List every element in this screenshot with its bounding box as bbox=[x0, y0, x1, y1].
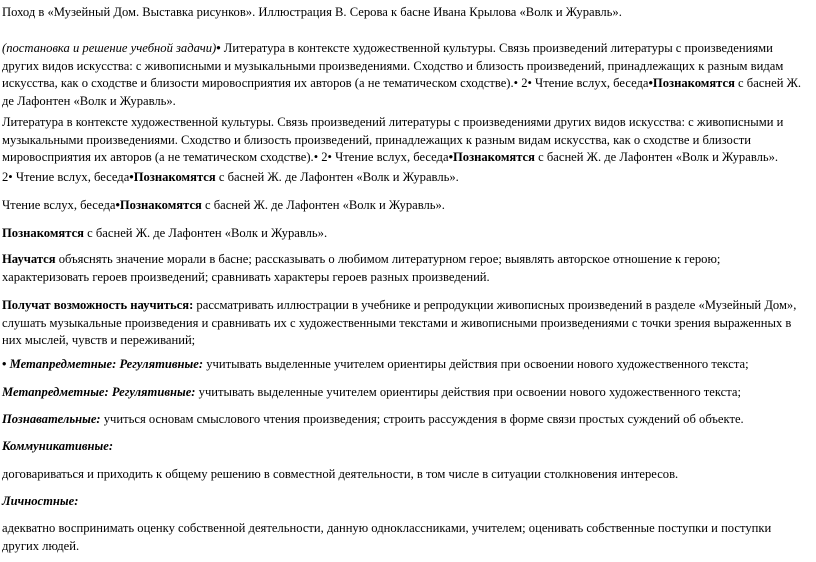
paragraph-meta-regulative bbox=[2, 384, 810, 402]
paragraph-meta-regulative-bullet bbox=[2, 356, 810, 374]
bold-italic-text: Личностные: bbox=[2, 494, 79, 508]
heading-communicative bbox=[2, 438, 810, 456]
paragraph-personal bbox=[2, 520, 810, 555]
bold-text: Научатся bbox=[2, 252, 56, 266]
paragraph-title bbox=[2, 4, 810, 22]
paragraph-reading bbox=[2, 169, 810, 187]
italic-text: (постановка и решение учебной задачи) bbox=[2, 41, 217, 55]
bold-italic-text: Коммуникативные: bbox=[2, 439, 114, 453]
heading-personal bbox=[2, 493, 810, 511]
paragraph-opportunity bbox=[2, 297, 810, 350]
text: Литература в контексте художественной культуры. Связь произведений литературы с произведениями других видов искусства: с живописными и музыкальными произведениями. Сходство и близость произведений, принадлежащих к разным видам искусства, как о сходстве и близости мировосприятия их авторов (а не тематическом сходстве). bbox=[2, 115, 784, 164]
bold-italic-text: Метапредметные: Регулятивные: bbox=[6, 357, 204, 371]
bold-italic-text: Познавательные: bbox=[2, 412, 101, 426]
text: • 2• Чтение вслух, беседа bbox=[313, 150, 449, 164]
paragraph-task bbox=[2, 40, 810, 110]
bullet: • bbox=[2, 357, 7, 371]
text: с басней Ж. де Лафонтен «Волк и Журавль». bbox=[2, 76, 802, 108]
paragraph-reading-2 bbox=[2, 197, 810, 215]
text: адекватно воспринимать оценку собственной деятельности, данную одноклассниками, учителем; оценивать собственные поступки и поступки других людей. bbox=[2, 521, 772, 553]
paragraph-cognitive bbox=[2, 411, 810, 429]
text: Поход в «Музейный Дом. Выставка рисунков». Иллюстрация В. Серова к басне Ивана Крылова «Волк и Журавль». bbox=[2, 5, 622, 19]
text: с басней Ж. де Лафонтен «Волк и Журавль». bbox=[534, 150, 779, 164]
text: договариваться и приходить к общему решению в совместной деятельности, в том числе в ситуации столкновения интересов. bbox=[2, 467, 679, 481]
paragraph-acquaint bbox=[2, 225, 810, 243]
bullet: • bbox=[216, 41, 221, 55]
bold-text: •Познакомятся bbox=[448, 150, 535, 164]
text: с басней Ж. де Лафонтен «Волк и Журавль». bbox=[215, 170, 459, 184]
text: с басней Ж. де Лафонтен «Волк и Журавль». bbox=[201, 198, 445, 212]
text: с басней Ж. де Лафонтен «Волк и Журавль». bbox=[84, 226, 328, 240]
text: Литература в контексте художественной культуры. Связь произведений литературы с произведениями других видов искусства: с живописными и музыкальными произведениями. Сходство и близость произведений, принадлежащих к разным видам искусства, как о сходстве и близости мировосприятия их авторов (а не тематическом сходстве). bbox=[2, 41, 784, 90]
bold-text: •Познакомятся bbox=[115, 198, 202, 212]
paragraph-literature bbox=[2, 114, 810, 167]
text: • 2• Чтение вслух, беседа bbox=[513, 76, 649, 90]
bold-text: Получат возможность научиться: bbox=[2, 298, 194, 312]
text: учитывать выделенные учителем ориентиры действия при освоении нового художественного текста; bbox=[203, 357, 749, 371]
paragraph-communicative bbox=[2, 466, 810, 484]
bold-text: •Познакомятся bbox=[648, 76, 735, 90]
bold-italic-text: Метапредметные: Регулятивные: bbox=[2, 385, 196, 399]
bold-text: Познакомятся bbox=[2, 226, 84, 240]
text: рассматривать иллюстрации в учебнике и репродукции живописных произведений в разделе «Музейный Дом», слушать музыкальные произведения и сравнивать их с художественными текстами и живописными произведениями с точки зрения выраженных в них мыслей, чувств и переживаний; bbox=[2, 298, 797, 347]
paragraph-learn bbox=[2, 251, 810, 286]
text: Чтение вслух, беседа bbox=[2, 198, 116, 212]
text: учиться основам смыслового чтения произведения; строить рассуждения в форме связи простых суждений об объекте. bbox=[100, 412, 744, 426]
text: 2• Чтение вслух, беседа bbox=[2, 170, 130, 184]
text: учитывать выделенные учителем ориентиры действия при освоении нового художественного текста; bbox=[195, 385, 742, 399]
text: объяснять значение морали в басне; рассказывать о любимом литературном герое; выявлять авторское отношение к герою; характеризовать героев произведений; сравнивать характеры героев разных произведений. bbox=[2, 252, 721, 284]
bold-text: •Познакомятся bbox=[129, 170, 216, 184]
